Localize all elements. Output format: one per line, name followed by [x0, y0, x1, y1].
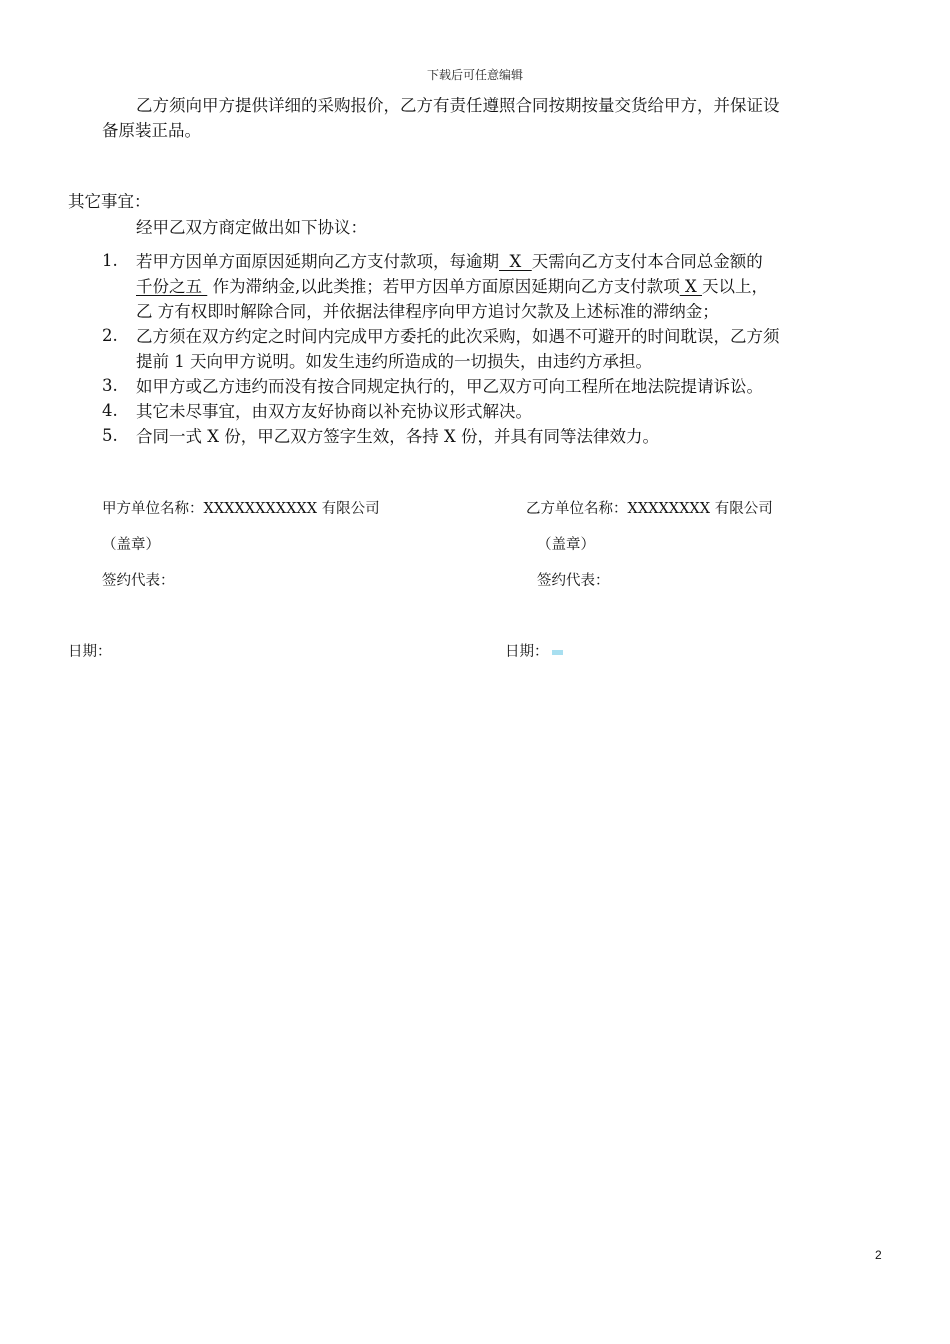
- item-2-number: 2.: [102, 326, 118, 345]
- item-1-days-blank: X: [499, 252, 532, 271]
- item-4-number: 4.: [102, 401, 118, 420]
- page-number: 2: [875, 1248, 882, 1262]
- page-header: 下载后可任意编辑: [426, 68, 523, 82]
- item-1-number: 1.: [102, 251, 118, 270]
- item-2-line-2: 提前 1 天向甲方说明。如发生违约所造成的一切损失，由违约方承担。: [136, 352, 652, 371]
- item-3-number: 3.: [102, 376, 118, 395]
- party-a-seal: （盖章）: [102, 537, 160, 553]
- party-b-date-row: [505, 640, 563, 661]
- item-1-line-2: [136, 274, 768, 299]
- party-a-representative: 签约代表：: [102, 573, 175, 589]
- item-5-line-1: 合同一式 X 份，甲乙双方签字生效，各持 X 份，并具有同等法律效力。: [136, 427, 659, 446]
- item-1-line-3: 乙 方有权即时解除合同，并依据法律程序向甲方追讨欠款及上述标准的滞纳金；: [136, 302, 719, 321]
- highlight-mark: [552, 650, 563, 655]
- party-a-date: 日期：: [68, 644, 112, 660]
- item-1-text-d: 天以上，: [702, 277, 768, 296]
- party-b-seal: （盖章）: [537, 537, 595, 553]
- other-matters-heading: 其它事宜：: [68, 192, 151, 211]
- party-a-name: 甲方单位名称：XXXXXXXXXXX 有限公司: [102, 501, 380, 517]
- item-1-text-c: 作为滞纳金,以此类推；若甲方因单方面原因延期向乙方支付款项: [207, 277, 680, 296]
- intro-line-1: 乙方须向甲方提供详细的采购报价，乙方有责任遵照合同按期按量交货给甲方，并保证设: [136, 96, 780, 115]
- party-b-date: 日期：: [505, 644, 549, 660]
- agreement-lead: 经甲乙双方商定做出如下协议：: [136, 218, 367, 237]
- item-1-rate-blank: 千份之五: [136, 277, 208, 296]
- item-1-days-blank-2: X: [679, 277, 702, 296]
- item-4-line-1: 其它未尽事宜，由双方友好协商以补充协议形式解决。: [136, 402, 532, 421]
- intro-line-2: 备原装正品。: [102, 121, 201, 140]
- item-2-line-1: 乙方须在双方约定之时间内完成甲方委托的此次采购，如遇不可避开的时间耽误，乙方须: [136, 327, 780, 346]
- item-1-line-1: [136, 249, 763, 274]
- item-5-number: 5.: [102, 426, 118, 445]
- item-3-line-1: 如甲方或乙方违约而没有按合同规定执行的，甲乙双方可向工程所在地法院提请诉讼。: [136, 377, 763, 396]
- party-b-representative: 签约代表：: [537, 573, 610, 589]
- party-b-name: 乙方单位名称：XXXXXXXX 有限公司: [526, 501, 773, 517]
- item-1-text-b: 天需向乙方支付本合同总金额的: [531, 252, 763, 271]
- item-1-text-a: 若甲方因单方面原因延期向乙方支付款项，每逾期: [136, 252, 499, 271]
